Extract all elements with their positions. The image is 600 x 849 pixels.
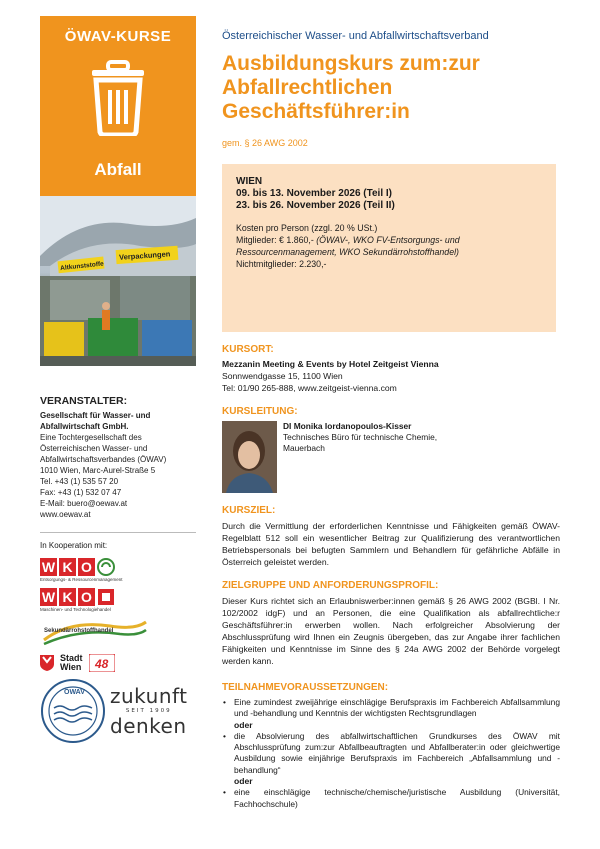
left-column bbox=[40, 16, 196, 744]
organizer-desc-line: Österreichischen Wasser- und bbox=[40, 444, 148, 453]
zukunft-denken-logo bbox=[110, 686, 188, 736]
category-banner bbox=[40, 16, 196, 196]
course-title-line1: Ausbildungskurs zum:zur bbox=[222, 52, 480, 75]
oewav-logo-row bbox=[40, 678, 196, 744]
kursleitung-heading: KURSLEITUNG: bbox=[222, 406, 298, 417]
oder-separator-1: oder bbox=[234, 719, 253, 730]
right-column bbox=[222, 30, 560, 493]
category-label: Abfall bbox=[94, 160, 142, 179]
stadt-wien-logo bbox=[40, 654, 196, 672]
recycle-icon bbox=[97, 558, 115, 576]
ma48-badge bbox=[89, 654, 115, 672]
price-heading: Kosten pro Person (zzgl. 20 % USt.) bbox=[236, 223, 378, 233]
venue-name: Mezzanin Meeting & Events by Hotel Zeitgeist Vienna bbox=[222, 359, 439, 369]
venue-contact: Tel: 01/90 265-888, www.zeitgeist-vienna.com bbox=[222, 383, 397, 393]
organizer-fax: Fax: +43 (1) 532 07 47 bbox=[40, 488, 122, 497]
cooperation-label: In Kooperation mit: bbox=[40, 541, 108, 550]
lecturer-photo bbox=[222, 421, 277, 493]
oewav-seal-logo bbox=[40, 678, 106, 744]
stadt-label: Stadt bbox=[60, 653, 83, 663]
oder-separator-2: oder bbox=[234, 776, 253, 787]
requirements-list bbox=[222, 697, 560, 720]
sekundaer-label: Sekundärrohstoffhandel bbox=[44, 628, 114, 634]
association-name: Österreichischer Wasser- und Abfallwirtschaftsverband bbox=[222, 30, 489, 42]
course-title-line2: Abfallrechtlichen bbox=[222, 76, 393, 99]
wko-logo-1-subtitle: Entsorgungs- & Ressourcenmanagement bbox=[40, 577, 123, 582]
organizer-block bbox=[40, 396, 196, 520]
denken-word: denken bbox=[110, 714, 187, 738]
kursziel-heading: KURSZIEL: bbox=[222, 505, 276, 516]
member-price-value: Mitglieder: € 1.860,- bbox=[236, 235, 317, 245]
kursziel-section bbox=[222, 505, 560, 568]
lecturer-info bbox=[283, 421, 437, 493]
wko-logo-2: W K O Maschinen- und Technologiehandel bbox=[40, 588, 196, 612]
requirements-list bbox=[222, 787, 560, 810]
organizer-address: 1010 Wien, Marc-Aurel-Straße 5 bbox=[40, 466, 156, 475]
organizer-name-line1: Gesellschaft für Wasser- und bbox=[40, 411, 151, 420]
requirements-list bbox=[222, 731, 560, 776]
organizer-website[interactable]: www.oewav.at bbox=[40, 510, 91, 519]
wien-label: Wien bbox=[60, 662, 82, 672]
wko-logo-1: W K O Entsorgungs- & Ressourcenmanagement bbox=[40, 558, 196, 582]
organizer-desc-line: Abfallwirtschaftsverbandes (ÖWAV) bbox=[40, 455, 167, 464]
machinery-icon bbox=[97, 588, 115, 606]
requirement-item: • die Absolvierung des abfallwirtschaftlichen Grundkurses des ÖWAV mit Abschlussprüfung zum:zur Abfallbeauftragten und Abfallberater:in oder gleichwertige Ausbildung sowie einjährige Berufspraxis im Fachbereich „Abfallsammlung und -behandlung“ bbox=[222, 731, 560, 776]
divider bbox=[40, 532, 196, 533]
requirement-item: • Eine zumindest zweijährige einschlägige Berufspraxis im Fachbereich Abfallsammlung und -behandlung und Kenntnis der wichtigsten Rechtsgrundlagen bbox=[222, 697, 560, 720]
zielgruppe-heading: ZIELGRUPPE UND ANFORDERUNGSPROFIL: bbox=[222, 580, 439, 591]
legal-reference: gem. § 26 AWG 2002 bbox=[222, 138, 308, 148]
lecturer-affiliation-2: Mauerbach bbox=[283, 443, 325, 453]
nonmember-price: Nichtmitglieder: 2.230,- bbox=[236, 259, 327, 269]
wko-logo-2-subtitle: Maschinen- und Technologiehandel bbox=[40, 607, 111, 612]
kursort-block bbox=[222, 358, 560, 394]
recycling-center-photo bbox=[40, 196, 196, 366]
sekundaer-logo bbox=[40, 618, 150, 648]
zielgruppe-section bbox=[222, 580, 560, 667]
requirement-item: • eine einschlägige technische/chemische/juristische Ausbildung (Universität, Fachhochschule) bbox=[222, 787, 560, 810]
voraussetzungen-section bbox=[222, 682, 560, 810]
organizer-name-line2: Abfallwirtschaft GmbH. bbox=[40, 422, 129, 431]
kursort-heading: KURSORT: bbox=[222, 344, 274, 355]
trash-bin-icon bbox=[88, 56, 148, 136]
zukunft-word: zukunft bbox=[110, 684, 188, 708]
photo-illustration bbox=[40, 196, 196, 366]
kursleitung-block bbox=[222, 421, 560, 493]
sign-text-2: Verpackungen bbox=[118, 249, 171, 262]
member-price-note-1: (ÖWAV-, WKO FV-Entsorgungs- und bbox=[316, 235, 460, 245]
organizer-heading: VERANSTALTER: bbox=[40, 395, 128, 407]
course-date-1: 09. bis 13. November 2026 (Teil I) bbox=[236, 188, 392, 199]
price-block bbox=[236, 222, 542, 270]
lecturer-name: DI Monika Iordanopoulos-Kisser bbox=[283, 421, 412, 431]
lecturer-affiliation-1: Technisches Büro für technische Chemie, bbox=[283, 432, 438, 442]
member-price bbox=[236, 234, 542, 246]
kursziel-text: Durch die Vermittlung der erforderlichen Kenntnisse und Fähigkeiten gemäß ÖWAV-Regelblatt 512 soll ein wesentlicher Beitrag zur Qualifizierung des verantwortlichen Betriebspersonals bei befugten Sammlern und Behandlern für gefährliche Abfälle in Österreich geleistet werden. bbox=[222, 521, 560, 567]
course-title-line3: Geschäftsführer:in bbox=[222, 100, 410, 123]
organizer-email[interactable]: E-Mail: buero@oewav.at bbox=[40, 499, 128, 508]
course-city: WIEN bbox=[236, 176, 263, 187]
member-price-note-2: Ressourcenmanagement, WKO Sekundärrohstoffhandel) bbox=[236, 247, 459, 257]
seit-1909: SEIT 1909 bbox=[125, 708, 172, 714]
vienna-shield-icon bbox=[40, 655, 54, 671]
course-date-2: 23. bis 26. November 2026 (Teil II) bbox=[236, 200, 395, 211]
date-price-box bbox=[222, 164, 556, 332]
sign-text-1: Altkunststoffe bbox=[59, 260, 105, 273]
organizer-desc-line: Eine Tochtergesellschaft des bbox=[40, 433, 142, 442]
organizer-phone: Tel. +43 (1) 535 57 20 bbox=[40, 477, 119, 486]
course-title bbox=[222, 52, 560, 124]
svg-text:ÖWAV: ÖWAV bbox=[64, 689, 85, 696]
voraussetzungen-heading: TEILNAHMEVORAUSSETZUNGEN: bbox=[222, 682, 389, 693]
kurse-title: ÖWAV-KURSE bbox=[64, 28, 172, 45]
lecturer-portrait bbox=[222, 421, 277, 493]
venue-address: Sonnwendgasse 15, 1100 Wien bbox=[222, 371, 343, 381]
zielgruppe-text: Dieser Kurs richtet sich an Erlaubniswerber:innen gemäß § 26 AWG 2002 (BGBl. I Nr. 102/2002 idgF) und an Personen, die eine Qualifikation als abfallrechtliche:r Geschäftsführer:in erwerben wollen. Nach erfolgreicher Absolvierung der Abschlussprüfung wird Ihnen ein Zeugnis übergeben, das zur Angabe ihrer fachlichen Fähigkeiten und Kenntnisse im Sinne des § 24a AWG 2002 der Behörde vorgelegt werden kann. bbox=[222, 596, 560, 666]
ma48-badge-text: 48 bbox=[94, 657, 108, 671]
